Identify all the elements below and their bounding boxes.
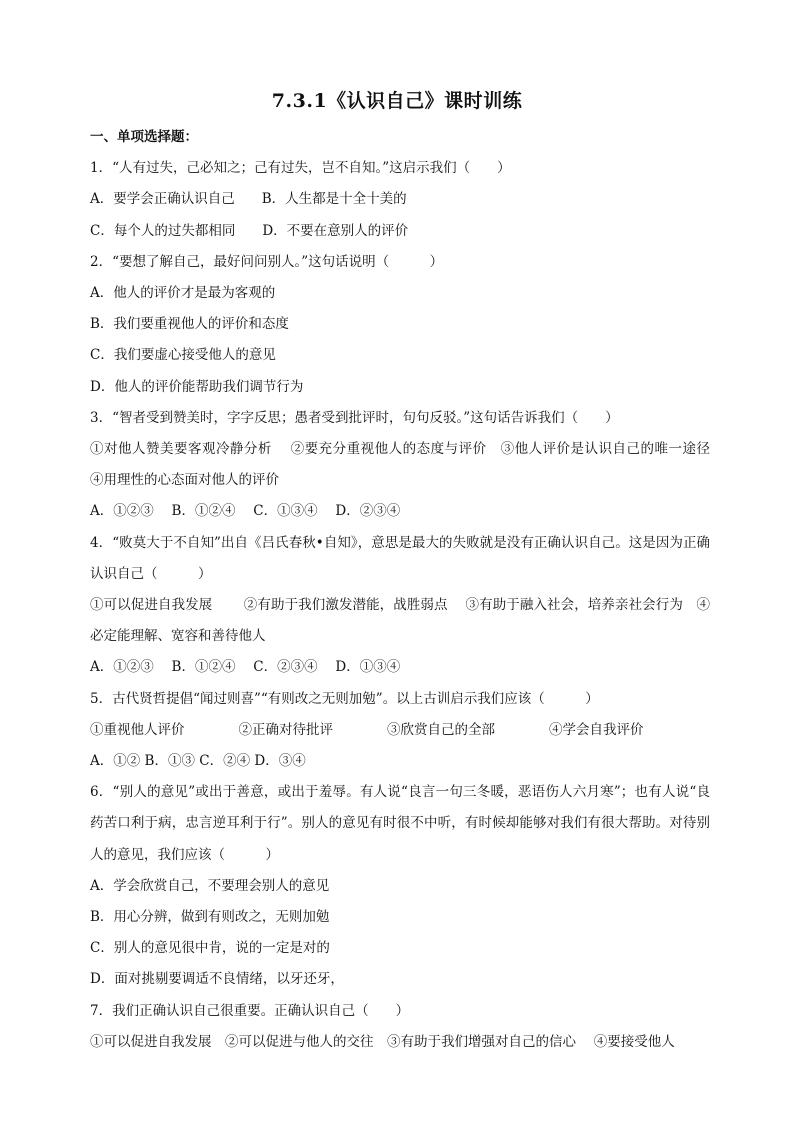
question-7 <box>90 996 710 1058</box>
option-line: A．要学会正确认识自己 B．人生都是十全十美的 <box>90 191 407 208</box>
option-line: C．每个人的过失都相同 D．不要在意别人的评价 <box>90 222 409 239</box>
answer-choices: A．①②③ B．①②④ C．②③④ D．①③④ <box>90 659 401 676</box>
option-line: B．我们要重视他人的评价和态度 <box>90 316 289 333</box>
option-line: D．面对挑剔要调适不良情绪，以牙还牙， <box>90 971 344 988</box>
question-4 <box>90 528 710 684</box>
question-3 <box>90 403 724 528</box>
answer-choices: A．①② B．①③ C．②④ D．③④ <box>90 753 306 770</box>
question-6 <box>90 777 710 995</box>
question-stem: 6．“别人的意见”或出于善意，或出于羞辱。有人说“良言一句三冬暖，恶语伤人六月寒”；也有人说“良药苦口利于病，忠言逆耳利于行”。别人的意见有时很不中听，有时候却能够对我们有很大帮助。对待别人的意见，我们应该（ ） <box>90 784 710 863</box>
question-1 <box>90 153 710 247</box>
option-line: D．他人的评价能帮助我们调节行为 <box>90 378 304 395</box>
statement-options: ①对他人赞美要客观冷静分析 ②要充分重视他人的态度与评价 ③他人评价是认识自己的唯一途径 ④用理性的心态面对他人的评价 <box>90 441 724 489</box>
document-body <box>90 122 724 1058</box>
question-stem: 5．古代贤哲提倡“闻过则喜”“有则改之无则加勉”。以上古训启示我们应该（ ） <box>90 690 599 707</box>
question-stem: 3．“智者受到赞美时，字字反思；愚者受到批评时，句句反驳。”这句话告诉我们（ ） <box>90 409 619 426</box>
answer-choices: A．①②③ B．①②④ C．①③④ D．②③④ <box>90 503 401 520</box>
question-stem: 4．“败莫大于不自知”出自《吕氏春秋•自知》，意思是最大的失败就是没有正确认识自己。这是因为正确认识自己（ ） <box>90 534 710 582</box>
question-stem: 7．我们正确认识自己很重要。正确认识自己（ ） <box>90 1002 410 1019</box>
statement-options: ①重视他人评价 ②正确对待批评 ③欣赏自己的全部 ④学会自我评价 <box>90 721 644 738</box>
statement-options: ①可以促进自我发展 ②有助于我们激发潜能，战胜弱点 ③有助于融入社会，培养亲社会行为 ④必定能理解、宽容和善待他人 <box>90 597 710 645</box>
question-5 <box>90 684 710 778</box>
question-stem: 1．“人有过失，己必知之；己有过失，岂不自知。”这启示我们（ ） <box>90 160 511 177</box>
question-stem: 2．“要想了解自己，最好问问别人。”这句话说明（ ） <box>90 253 444 270</box>
option-line: A．他人的评价才是最为客观的 <box>90 285 276 302</box>
section-heading: 一、单项选择题： <box>90 129 198 145</box>
option-line: B．用心分辨，做到有则改之，无则加勉 <box>90 909 330 926</box>
statement-options: ①可以促进自我发展 ②可以促进与他人的交往 ③有助于我们增强对自己的信心 ④要接受他人 <box>90 1033 675 1050</box>
question-2 <box>90 247 710 403</box>
option-line: C．别人的意见很中肯，说的一定是对的 <box>90 940 330 957</box>
option-line: A．学会欣赏自己，不要理会别人的意见 <box>90 877 330 894</box>
page-title: 7.3.1《认识自己》课时训练 <box>271 90 523 112</box>
option-line: C．我们要虚心接受他人的意见 <box>90 347 276 364</box>
